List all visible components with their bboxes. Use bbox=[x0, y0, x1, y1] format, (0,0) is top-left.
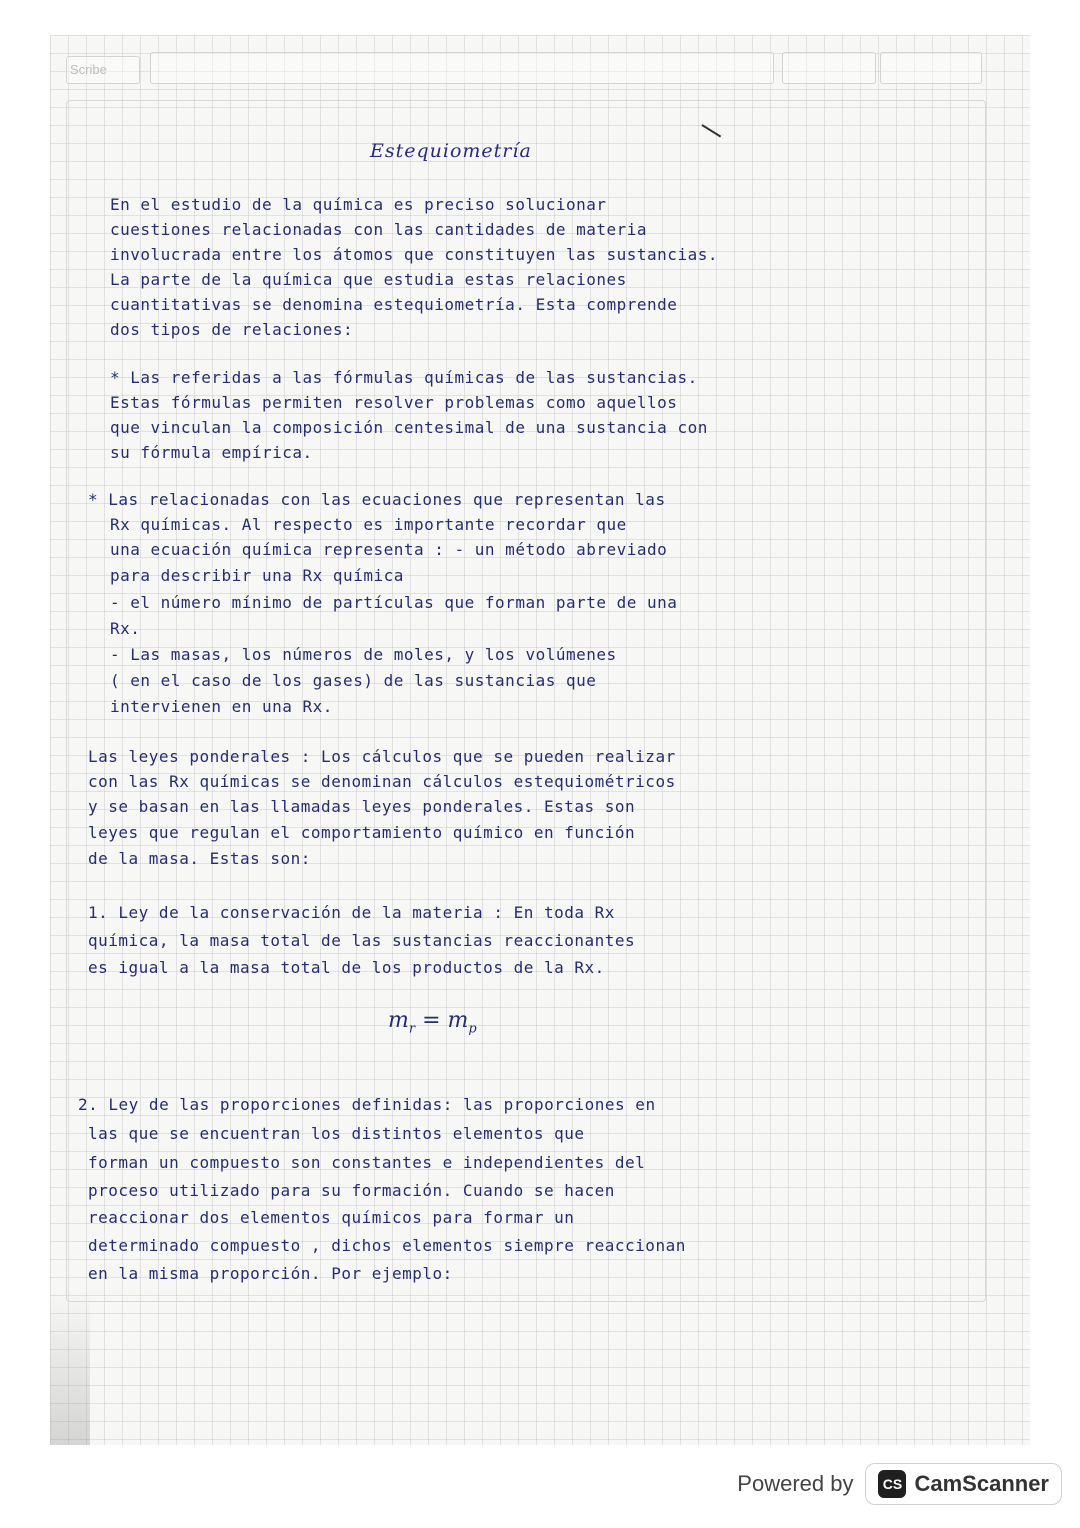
text-line: de la masa. Estas son: bbox=[88, 849, 311, 868]
camscanner-logo-icon: CS bbox=[878, 1470, 906, 1498]
text-line: - Las masas, los números de moles, y los volúmenes bbox=[110, 645, 617, 664]
text-line: química, la masa total de las sustancias reaccionantes bbox=[88, 931, 636, 950]
page-shadow bbox=[50, 1290, 90, 1445]
text-line: reaccionar dos elementos químicos para formar un bbox=[88, 1208, 575, 1227]
text-line: que vinculan la composición centesimal de una sustancia con bbox=[110, 418, 708, 437]
text-line: con las Rx químicas se denominan cálculos estequiométricos bbox=[88, 772, 676, 791]
text-line: involucrada entre los átomos que constituyen las sustancias. bbox=[110, 245, 718, 264]
camscanner-brand: CamScanner bbox=[914, 1471, 1049, 1496]
text-line: ( en el caso de los gases) de las sustancias que bbox=[110, 671, 597, 690]
text-line: * Las referidas a las fórmulas químicas de las sustancias. bbox=[110, 368, 698, 387]
text-line: En el estudio de la química es preciso solucionar bbox=[110, 195, 607, 214]
powered-by-label: Powered by bbox=[737, 1471, 854, 1496]
header-field-end bbox=[880, 52, 982, 84]
text-line: es igual a la masa total de los productos de la Rx. bbox=[88, 958, 605, 977]
text-line: su fórmula empírica. bbox=[110, 443, 313, 462]
header-field-wide bbox=[150, 52, 774, 84]
camscanner-badge bbox=[865, 1463, 1062, 1505]
text-line: proceso utilizado para su formación. Cuando se hacen bbox=[88, 1181, 615, 1200]
page-title: Estequiometría bbox=[370, 140, 532, 162]
text-line: las que se encuentran los distintos elementos que bbox=[88, 1124, 585, 1143]
text-line: - el número mínimo de partículas que forman parte de una bbox=[110, 593, 678, 612]
text-line: Estas fórmulas permiten resolver problemas como aquellos bbox=[110, 393, 678, 412]
text-line: una ecuación química representa : - un método abreviado bbox=[110, 540, 668, 559]
text-line: cuantitativas se denomina estequiometría. Esta comprende bbox=[110, 295, 678, 314]
text-line: 1. Ley de la conservación de la materia : En toda Rx bbox=[88, 903, 615, 922]
text-line: intervienen en una Rx. bbox=[110, 697, 333, 716]
formula-right: m bbox=[447, 1008, 469, 1033]
formula-right-sub: p bbox=[468, 1021, 477, 1037]
text-line: * Las relacionadas con las ecuaciones que representan las bbox=[88, 490, 666, 509]
header-label: Scribe bbox=[70, 62, 107, 77]
text-line: cuestiones relacionadas con las cantidades de materia bbox=[110, 220, 648, 239]
formula-operator: = bbox=[415, 1008, 448, 1033]
text-line: y se basan en las llamadas leyes ponderales. Estas son bbox=[88, 797, 636, 816]
text-line: dos tipos de relaciones: bbox=[110, 320, 354, 339]
header-field-short bbox=[782, 52, 876, 84]
text-line: Rx químicas. Al respecto es importante recordar que bbox=[110, 515, 627, 534]
text-line: Rx. bbox=[110, 619, 141, 638]
camscanner-watermark bbox=[737, 1463, 1062, 1505]
text-line: determinado compuesto , dichos elementos siempre reaccionan bbox=[88, 1236, 686, 1255]
text-line: La parte de la química que estudia estas relaciones bbox=[110, 270, 627, 289]
text-line: 2. Ley de las proporciones definidas: las proporciones en bbox=[78, 1095, 656, 1114]
formula-left: m bbox=[388, 1008, 409, 1033]
text-line: en la misma proporción. Por ejemplo: bbox=[88, 1264, 453, 1283]
text-line: forman un compuesto son constantes e independientes del bbox=[88, 1153, 646, 1172]
text-line: Las leyes ponderales : Los cálculos que se pueden realizar bbox=[88, 747, 676, 766]
text-line: para describir una Rx química bbox=[110, 566, 404, 585]
mass-conservation-formula bbox=[388, 1008, 477, 1036]
formula-left-sub: r bbox=[408, 1021, 416, 1037]
text-line: leyes que regulan el comportamiento químico en función bbox=[88, 823, 636, 842]
